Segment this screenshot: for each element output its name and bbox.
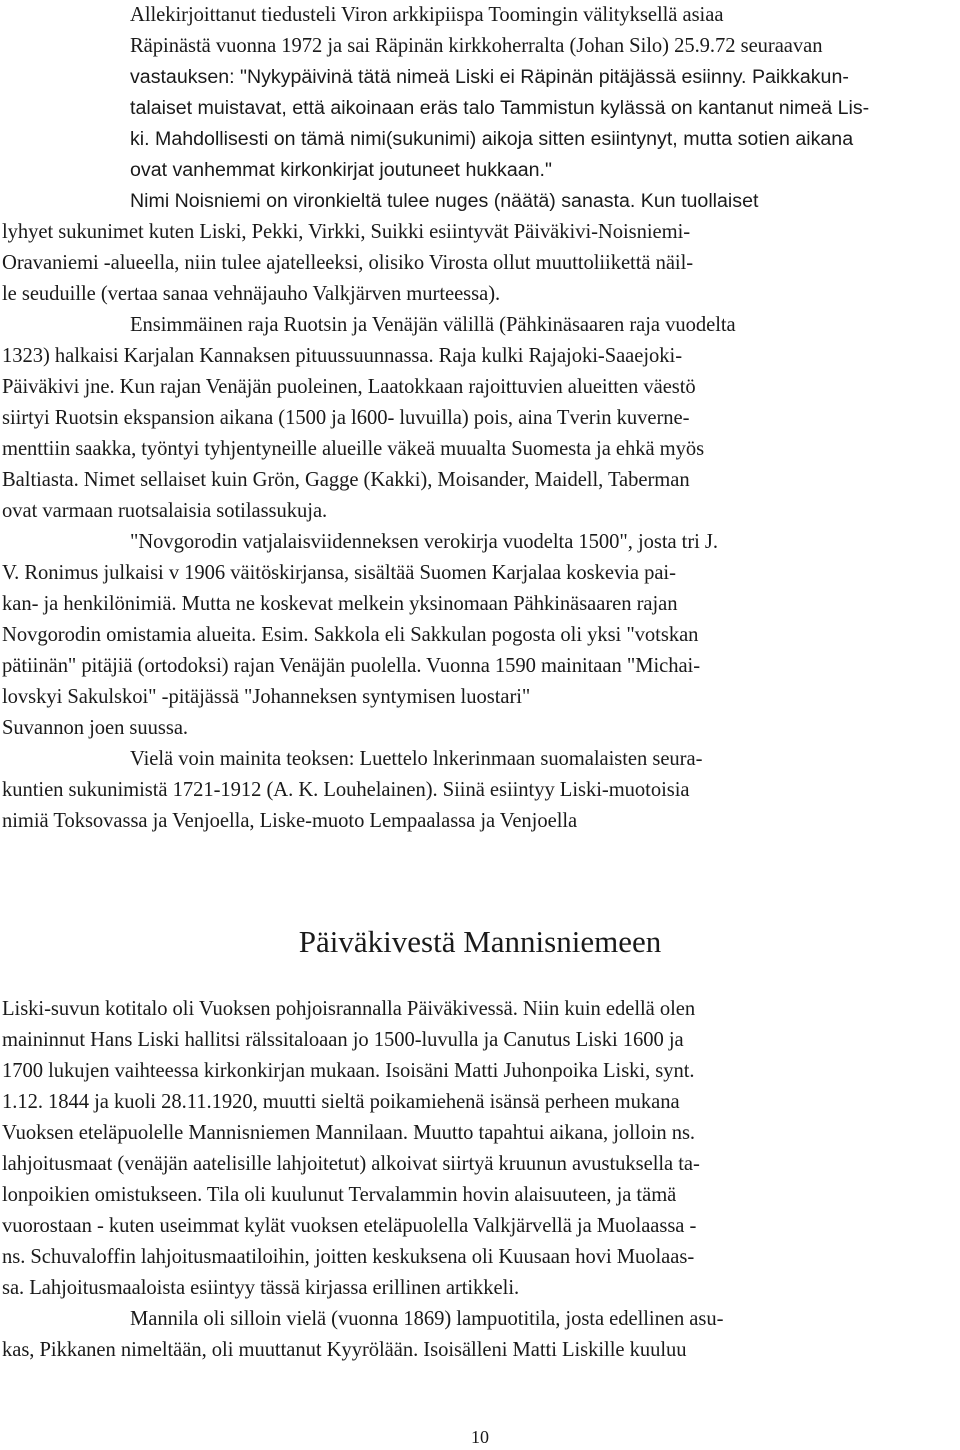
text-line: kuntien sukunimistä 1721-1912 (A. K. Louhelainen). Siinä esiintyy Liski-muotoisia xyxy=(2,779,690,801)
paragraph xyxy=(2,994,956,1304)
body-text-section-1 xyxy=(2,0,956,837)
text-line: Allekirjoittanut tiedusteli Viron arkkipiispa Toomingin välityksellä asiaa xyxy=(130,4,724,26)
text-line: V. Ronimus julkaisi v 1906 väitöskirjansa, sisältää Suomen Karjalaa koskevia pai- xyxy=(2,562,676,584)
text-line: lahjoitusmaat (venäjän aatelisille lahjoitetut) alkoivat siirtyä kruunun avustuksella ta- xyxy=(2,1153,700,1175)
text-line: Räpinästä vuonna 1972 ja sai Räpinän kirkkoherralta (Johan Silo) 25.9.72 seuraavan xyxy=(130,35,823,57)
paragraph xyxy=(2,186,956,310)
text-line: lovskyi Sakulskoi" -pitäjässä "Johanneksen syntymisen luostari" xyxy=(2,686,531,708)
text-line: 1323) halkaisi Karjalan Kannaksen pituussuunnassa. Raja kulki Rajajoki-Saaejoki- xyxy=(2,345,683,367)
text-line: ns. Schuvaloffin lahjoitusmaatiloihin, joitten keskuksena oli Kuusaan hovi Muolaas- xyxy=(2,1246,695,1268)
text-line: Vielä voin mainita teoksen: Luettelo lnkerinmaan suomalaisten seura- xyxy=(130,748,703,770)
text-line: Liski-suvun kotitalo oli Vuoksen pohjoisrannalla Päiväkivessä. Niin kuin edellä olen xyxy=(2,998,696,1020)
text-line: menttiin saakka, työntyi tyhjentyneille alueille väkeä muualta Suomesta ja ehkä myös xyxy=(2,438,705,460)
paragraph xyxy=(2,1304,956,1366)
text-line: Suvannon joen suussa. xyxy=(2,717,189,739)
text-line: kan- ja henkilönimiä. Mutta ne koskevat melkein yksinomaan Pähkinäsaaren rajan xyxy=(2,593,678,615)
text-line: lonpoikien omistukseen. Tila oli kuulunut Tervalammin hovin alaisuuteen, ja tämä xyxy=(2,1184,677,1206)
text-line: Oravaniemi -alueella, niin tulee ajatelleeksi, olisiko Virosta ollut muuttoliikettä näil- xyxy=(2,252,694,274)
paragraph xyxy=(2,310,956,527)
section-heading: Päiväkivestä Mannisniemeen xyxy=(298,924,662,959)
text-line: le seuduille (vertaa sanaa vehnäjauho Valkjärven murteessa). xyxy=(2,283,501,305)
text-line: maininnut Hans Liski hallitsi rälssitaloaan jo 1500-luvulla ja Canutus Liski 1600 ja xyxy=(2,1029,684,1051)
text-line: siirtyi Ruotsin ekspansion aikana (1500 ja l600- luvuilla) pois, aina Tverin kuverne- xyxy=(2,407,690,429)
text-line: vuorostaan - kuten useimmat kylät vuoksen eteläpuolella Valkjärvellä ja Muolaassa - xyxy=(2,1215,697,1237)
text-line: Vuoksen eteläpuolelle Mannisniemen Mannilaan. Muutto tapahtui aikana, jolloin ns. xyxy=(2,1122,696,1144)
paragraph xyxy=(2,0,956,186)
body-text-section-2 xyxy=(2,994,956,1366)
text-line: "Novgorodin vatjalaisviidenneksen verokirja vuodelta 1500", josta tri J. xyxy=(130,531,718,553)
text-line: pätiinän" pitäjiä (ortodoksi) rajan Venäjän puolella. Vuonna 1590 mainitaan "Michai- xyxy=(2,655,701,677)
text-line: nimiä Toksovassa ja Venjoella, Liske-muoto Lempaalassa ja Venjoella xyxy=(2,810,578,832)
text-line: ovat vanhemmat kirkonkirjat joutuneet hukkaan." xyxy=(130,159,552,181)
page-number: 10 xyxy=(471,1427,489,1447)
paragraph xyxy=(2,527,956,744)
text-line: Novgorodin omistamia alueita. Esim. Sakkola eli Sakkulan pogosta oli yksi "votskan xyxy=(2,624,699,646)
text-line: 1.12. 1844 ja kuoli 28.11.1920, muutti sieltä poikamiehenä isänsä perheen mukana xyxy=(2,1091,680,1113)
text-line: ovat varmaan ruotsalaisia sotilassukuja. xyxy=(2,500,328,522)
text-line: Päiväkivi jne. Kun rajan Venäjän puoleinen, Laatokkaan rajoittuvien alueitten väestö xyxy=(2,376,696,398)
text-line: talaiset muistavat, että aikoinaan eräs talo Tammistun kylässä on kantanut nimeä Lis- xyxy=(130,97,870,119)
text-line: ki. Mahdollisesti on tämä nimi(sukunimi) aikoja sitten esiintynyt, mutta sotien aikana xyxy=(130,128,854,150)
text-line: Baltiasta. Nimet sellaiset kuin Grön, Gagge (Kakki), Moisander, Maidell, Taberman xyxy=(2,469,690,491)
text-line: Ensimmäinen raja Ruotsin ja Venäjän välillä (Pähkinäsaaren raja vuodelta xyxy=(130,314,736,336)
text-line: vastauksen: "Nykypäivinä tätä nimeä Liski ei Räpinän pitäjässä esiinny. Paikkakun- xyxy=(130,66,849,88)
text-line: Nimi Noisniemi on vironkieltä tulee nuges (näätä) sanasta. Kun tuollaiset xyxy=(130,190,759,212)
text-line: 1700 lukujen vaihteessa kirkonkirjan mukaan. Isoisäni Matti Juhonpoika Liski, synt. xyxy=(2,1060,695,1082)
text-line: sa. Lahjoitusmaaloista esiintyy tässä kirjassa erillinen artikkeli. xyxy=(2,1277,520,1299)
text-line: kas, Pikkanen nimeltään, oli muuttanut Kyyrölään. Isoisälleni Matti Liskille kuuluu xyxy=(2,1339,687,1361)
text-line: Mannila oli silloin vielä (vuonna 1869) lampuotitila, josta edellinen asu- xyxy=(130,1308,724,1330)
text-line: lyhyet sukunimet kuten Liski, Pekki, Virkki, Suikki esiintyvät Päiväkivi-Noisniemi- xyxy=(2,221,691,243)
paragraph xyxy=(2,744,956,837)
